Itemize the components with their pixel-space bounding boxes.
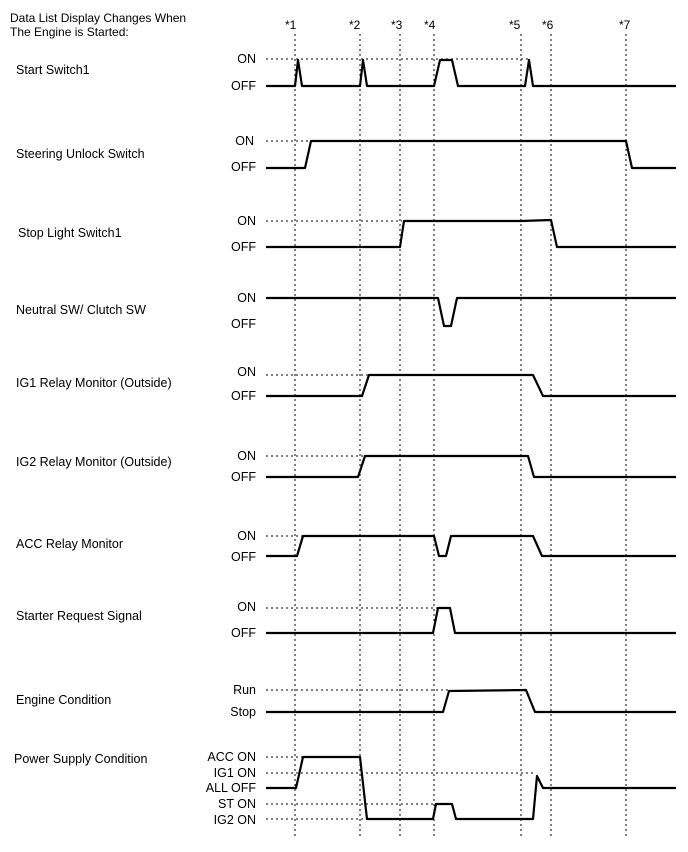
- power-st-on-label: ST ON: [218, 797, 256, 811]
- acc-relay-monitor-trace: [266, 536, 676, 556]
- ig2-relay-on-label: ON: [237, 449, 256, 463]
- signal-name-acc-relay-monitor: ACC Relay Monitor: [16, 537, 123, 551]
- signal-name-start-switch1: Start Switch1: [16, 63, 90, 77]
- ig1-relay-off-label: OFF: [231, 389, 256, 403]
- signal-names: [14, 63, 172, 766]
- stop-light-off-label: OFF: [231, 240, 256, 254]
- power-supply-condition-trace: [266, 757, 676, 819]
- steering-unlock-on-label: ON: [235, 134, 254, 148]
- marker-label-3: *3: [391, 18, 403, 32]
- marker-label-6: *6: [542, 18, 554, 32]
- stop-light-switch1-trace: [266, 220, 676, 247]
- marker-label-4: *4: [424, 18, 436, 32]
- acc-relay-on-label: ON: [237, 529, 256, 543]
- start-switch1-on-label: ON: [237, 52, 256, 66]
- neutral-sw-clutch-sw-trace: [266, 298, 676, 326]
- ig1-relay-monitor-trace: [266, 375, 676, 396]
- acc-relay-off-label: OFF: [231, 550, 256, 564]
- start-switch1-off-label: OFF: [231, 79, 256, 93]
- engine-condition-trace: [266, 690, 676, 712]
- diagram-title-line2: The Engine is Started:: [10, 25, 129, 39]
- engine-run-label: Run: [233, 683, 256, 697]
- power-ig2-on-label: IG2 ON: [213, 813, 256, 827]
- signal-name-engine-condition: Engine Condition: [16, 693, 112, 707]
- engine-stop-label: Stop: [230, 705, 256, 719]
- steering-unlock-off-label: OFF: [231, 160, 256, 174]
- power-acc-on-label: ACC ON: [207, 750, 256, 764]
- power-ig1-on-label: IG1 ON: [213, 766, 256, 780]
- signal-name-starter-request-signal: Starter Request Signal: [16, 609, 142, 623]
- neutral-sw-on-label: ON: [237, 291, 256, 305]
- stop-light-on-label: ON: [237, 214, 256, 228]
- level-guides: [266, 59, 536, 819]
- ig2-relay-off-label: OFF: [231, 470, 256, 484]
- steering-unlock-switch-trace: [266, 141, 676, 168]
- ig2-relay-monitor-trace: [266, 456, 676, 477]
- marker-label-2: *2: [349, 18, 361, 32]
- starter-request-signal-trace: [266, 608, 676, 633]
- signal-traces: [266, 60, 676, 819]
- starter-request-off-label: OFF: [231, 626, 256, 640]
- start-switch1-trace: [266, 60, 676, 86]
- marker-label-7: *7: [619, 18, 631, 32]
- signal-name-steering-unlock-switch: Steering Unlock Switch: [16, 147, 145, 161]
- state-labels: [206, 52, 257, 827]
- signal-name-neutral-sw-clutch-sw: Neutral SW/ Clutch SW: [16, 303, 146, 317]
- power-all-off-label: ALL OFF: [205, 781, 256, 795]
- neutral-sw-off-label: OFF: [231, 317, 256, 331]
- marker-label-5: *5: [509, 18, 521, 32]
- signal-name-ig2-relay-monitor: IG2 Relay Monitor (Outside): [16, 455, 172, 469]
- ig1-relay-on-label: ON: [237, 365, 256, 379]
- marker-label-1: *1: [285, 18, 297, 32]
- starter-request-on-label: ON: [237, 600, 256, 614]
- diagram-title-line1: Data List Display Changes When: [10, 11, 187, 25]
- signal-name-power-supply-condition: Power Supply Condition: [14, 752, 148, 766]
- signal-name-ig1-relay-monitor: IG1 Relay Monitor (Outside): [16, 376, 172, 390]
- signal-name-stop-light-switch1: Stop Light Switch1: [18, 226, 122, 240]
